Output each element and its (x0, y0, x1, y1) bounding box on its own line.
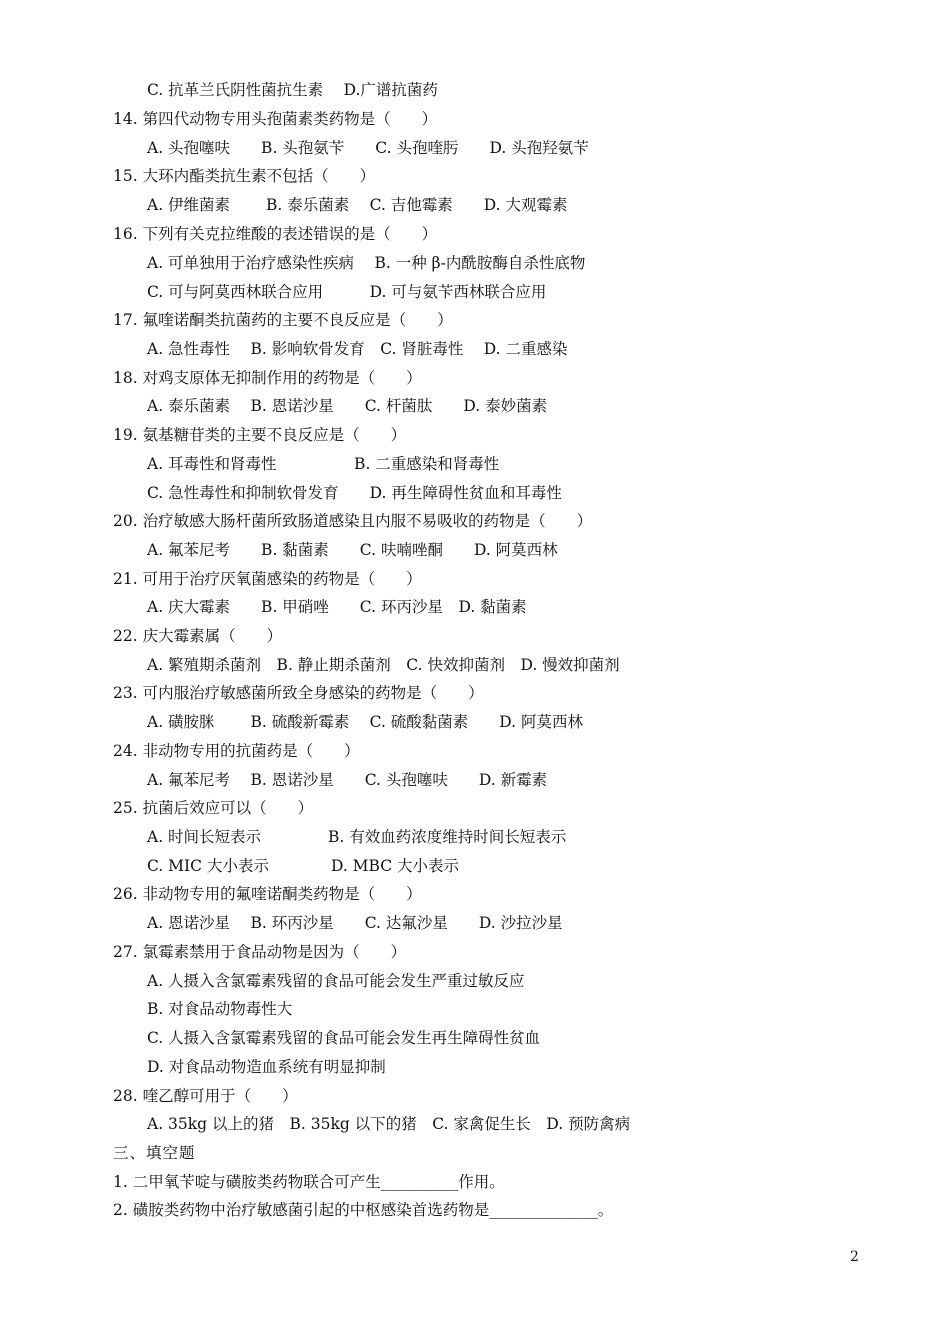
option-line: A. 头孢噻呋 B. 头孢氨苄 C. 头孢喹肟 D. 头孢羟氨苄 (147, 139, 589, 157)
option-line: A. 可单独用于治疗感染性疾病 B. 一种 β-内酰胺酶自杀性底物 (147, 254, 586, 272)
option-line: A. 恩诺沙星 B. 环丙沙星 C. 达氟沙星 D. 沙拉沙星 (147, 914, 563, 932)
option-line: A. 35kg 以上的猪 B. 35kg 以下的猪 C. 家禽促生长 D. 预防禽病 (147, 1115, 631, 1133)
question-24: 24. 非动物专用的抗菌药是（ ） (113, 742, 360, 760)
question-23: 23. 可内服治疗敏感菌所致全身感染的药物是（ ） (113, 684, 484, 702)
option-line: B. 对食品动物毒性大 (147, 1000, 293, 1018)
question-17: 17. 氟喹诺酮类抗菌药的主要不良反应是（ ） (113, 311, 453, 329)
option-line: A. 庆大霉素 B. 甲硝唑 C. 环丙沙星 D. 黏菌素 (147, 598, 527, 616)
question-22: 22. 庆大霉素属（ ） (113, 627, 283, 645)
question-14: 14. 第四代动物专用头孢菌素类药物是（ ） (113, 110, 438, 128)
option-line: A. 耳毒性和肾毒性 B. 二重感染和肾毒性 (147, 455, 500, 473)
option-line: C. 抗革兰氏阴性菌抗生素 D.广谱抗菌药 (147, 81, 438, 99)
question-26: 26. 非动物专用的氟喹诺酮类药物是（ ） (113, 885, 422, 903)
question-21: 21. 可用于治疗厌氧菌感染的药物是（ ） (113, 570, 422, 588)
option-line: A. 人摄入含氯霉素残留的食品可能会发生严重过敏反应 (147, 972, 525, 990)
option-line: A. 氟苯尼考 B. 黏菌素 C. 呋喃唑酮 D. 阿莫西林 (147, 541, 558, 559)
option-line: C. MIC 大小表示 D. MBC 大小表示 (147, 857, 460, 875)
question-15: 15. 大环内酯类抗生素不包括（ ） (113, 167, 376, 185)
question-25: 25. 抗菌后效应可以（ ） (113, 799, 314, 817)
question-16: 16. 下列有关克拉维酸的表述错误的是（ ） (113, 225, 438, 243)
option-line: A. 泰乐菌素 B. 恩诺沙星 C. 杆菌肽 D. 泰妙菌素 (147, 397, 548, 415)
option-line: A. 氟苯尼考 B. 恩诺沙星 C. 头孢噻呋 D. 新霉素 (147, 771, 548, 789)
option-line: C. 可与阿莫西林联合应用 D. 可与氨苄西林联合应用 (147, 283, 547, 301)
question-28: 28. 喹乙醇可用于（ ） (113, 1087, 298, 1105)
option-line: D. 对食品动物造血系统有明显抑制 (147, 1058, 386, 1076)
option-line: A. 急性毒性 B. 影响软骨发育 C. 肾脏毒性 D. 二重感染 (147, 340, 568, 358)
question-18: 18. 对鸡支原体无抑制作用的药物是（ ） (113, 369, 422, 387)
option-line: A. 时间长短表示 B. 有效血药浓度维持时间长短表示 (147, 828, 567, 846)
option-line: C. 人摄入含氯霉素残留的食品可能会发生再生障碍性贫血 (147, 1029, 541, 1047)
question-27: 27. 氯霉素禁用于食品动物是因为（ ） (113, 943, 407, 961)
option-line: A. 伊维菌素 B. 泰乐菌素 C. 吉他霉素 D. 大观霉素 (147, 196, 568, 214)
question-19: 19. 氨基糖苷类的主要不良反应是（ ） (113, 426, 407, 444)
page-number: 2 (850, 1249, 859, 1265)
fill-blank-1: 1. 二甲氧苄啶与磺胺类药物联合可产生__________作用。 (113, 1173, 505, 1191)
question-20: 20. 治疗敏感大肠杆菌所致肠道感染且内服不易吸收的药物是（ ） (113, 512, 593, 530)
option-line: A. 磺胺脒 B. 硫酸新霉素 C. 硫酸黏菌素 D. 阿莫西林 (147, 713, 584, 731)
option-line: A. 繁殖期杀菌剂 B. 静止期杀菌剂 C. 快效抑菌剂 D. 慢效抑菌剂 (147, 656, 620, 674)
fill-blank-2: 2. 磺胺类药物中治疗敏感菌引起的中枢感染首选药物是______________。 (113, 1201, 614, 1219)
option-line: C. 急性毒性和抑制软骨发育 D. 再生障碍性贫血和耳毒性 (147, 484, 562, 502)
section-heading: 三、填空题 (113, 1144, 196, 1162)
